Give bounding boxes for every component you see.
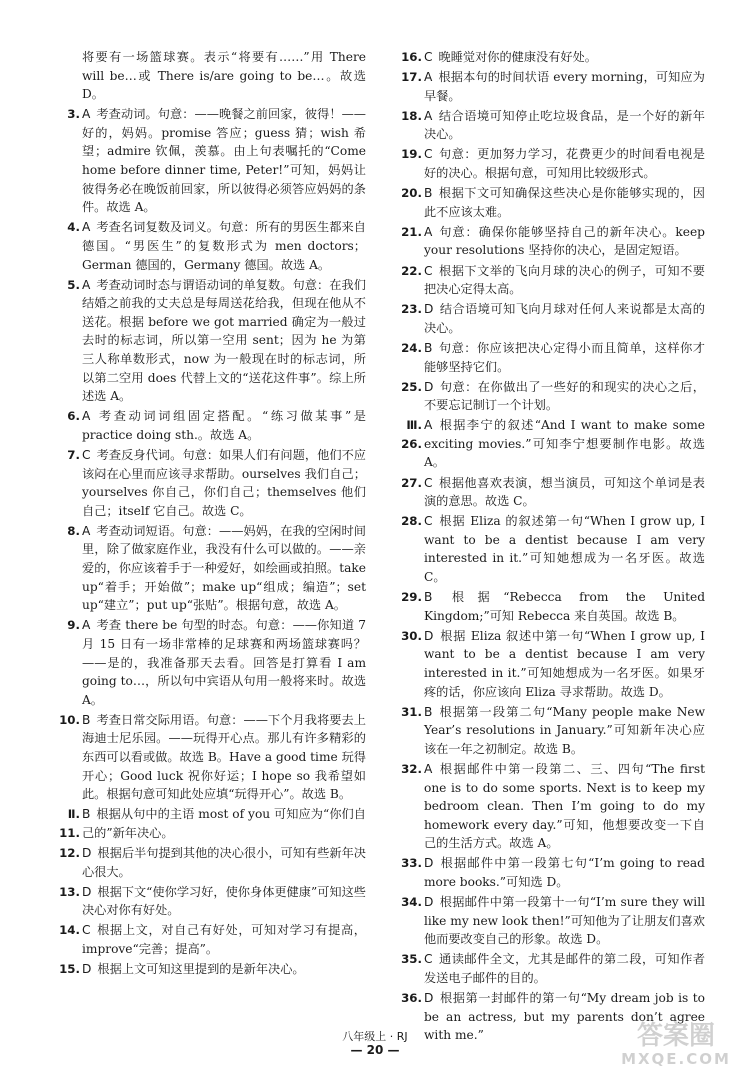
- answer-entry: [48, 921, 366, 958]
- question-number: 10.: [59, 712, 80, 727]
- answer-letter: D: [424, 991, 434, 1006]
- answer-entry: [48, 805, 366, 842]
- answer-entry: [390, 107, 705, 144]
- answer-entry: [48, 218, 366, 274]
- answer-entry: [390, 262, 705, 299]
- answer-letter: D: [424, 856, 434, 871]
- answer-entry: [48, 711, 366, 804]
- answer-entry: [390, 950, 705, 987]
- explanation-text: 句意：在你做出了一些好的和现实的决心之后，不要忘记制订一个计划。: [424, 379, 705, 413]
- answer-entry: [48, 446, 366, 520]
- question-number: 15.: [59, 962, 80, 976]
- question-number: 16.: [401, 50, 422, 64]
- answer-letter: B: [82, 807, 91, 822]
- question-number: 31.: [401, 704, 422, 719]
- question-number: 30.: [401, 628, 422, 643]
- explanation-text: 根据 Eliza 的叙述第一句“When I grow up, I want to be a dentist because I am very interested in it.”可知她想成为一名牙医。故选 C。: [424, 514, 705, 585]
- answer-letter: B: [424, 590, 433, 605]
- question-number: 23.: [401, 302, 422, 317]
- answer-entry: [390, 588, 705, 625]
- explanation-text: 根据下文可知确保这些决心是你能够实现的，因此不应该太难。: [424, 186, 705, 219]
- answer-letter: A: [424, 70, 433, 85]
- watermark-line2: MXQE.COM: [621, 1050, 731, 1068]
- answer-entry: [390, 378, 705, 415]
- answer-entry: [390, 627, 705, 701]
- answer-entry: [390, 48, 705, 67]
- answer-letter: A: [82, 277, 91, 292]
- explanation-text: 根据下文举的飞向月球的决心的例子，可知不要把决心定得太高。: [424, 263, 705, 297]
- answer-entry: [390, 703, 705, 759]
- answer-letter: D: [424, 628, 434, 643]
- watermark-logo: [606, 1014, 746, 1070]
- explanation-text: 根据本句的时间状语 every morning，可知应为早餐。: [424, 70, 705, 103]
- question-number: 4.: [67, 220, 80, 235]
- explanation-text: 根据上文，对自己有好处，可知对学习有提高，improve“完善；提高”。: [82, 923, 366, 956]
- explanation-text: 将要有一场篮球赛。表示“将要有……”用 There will be…或 There is/are going to be…。故选 D。: [82, 50, 366, 102]
- explanation-text: 根据邮件中第一段第七句“I’m going to read more books.”可知选 D。: [424, 856, 705, 890]
- answer-entry: [390, 474, 705, 511]
- answer-entry: [48, 276, 366, 406]
- answer-letter: A: [82, 107, 91, 122]
- explanation-text: 根据上文可知这里提到的是新年决心。: [97, 962, 305, 976]
- question-number: 35.: [401, 952, 422, 967]
- question-number: 12.: [59, 845, 80, 860]
- question-number: 28.: [401, 514, 422, 529]
- answer-entry: [48, 960, 366, 979]
- question-number: Ⅱ. 11.: [59, 807, 80, 840]
- explanation-text: 根据第一封邮件的第一句“My dream job is to be an actress, but my parents don’t agree with me.”: [424, 991, 705, 1043]
- question-number: 8.: [67, 523, 80, 538]
- answer-entry: [390, 145, 705, 182]
- answer-entry: [48, 522, 366, 615]
- answer-letter: D: [424, 895, 434, 910]
- answer-letter: C: [424, 475, 433, 490]
- question-number: 3.: [67, 107, 80, 122]
- page-number: — 20 —: [350, 1043, 400, 1057]
- answer-letter: A: [82, 523, 91, 538]
- question-number: 27.: [401, 475, 422, 490]
- watermark-line1: 答案圈: [636, 1021, 716, 1051]
- explanation-text: 根据从句中的主语 most of you 可知应为“你们自己的”新年决心。: [82, 807, 366, 840]
- question-number: 29.: [401, 590, 422, 605]
- explanation-text: 考查动词词组固定搭配。“练习做某事”是 practice doing sth.。故选 A。: [82, 409, 366, 442]
- question-number: 33.: [401, 856, 422, 871]
- answer-letter: C: [424, 263, 433, 278]
- question-number: 13.: [59, 884, 80, 899]
- answer-letter: A: [82, 618, 91, 633]
- answer-entry: [390, 416, 705, 472]
- footer-grade-label: 八年级上 · RJ: [342, 1030, 408, 1043]
- right-column: [390, 48, 705, 1046]
- answer-entry: [48, 48, 366, 104]
- explanation-text: 晚睡觉对你的健康没有好处。: [438, 50, 597, 64]
- explanation-text: 考查 there be 句型的时态。句意：——你知道 7 月 15 日有一场非常棒的足球赛和两场篮球赛吗？——是的，我准备那天去看。回答是打算看 I am going to…，所以句中宾语从句用一般将来时。故选 A。: [82, 618, 366, 707]
- answer-letter: A: [82, 409, 91, 424]
- answer-entry: [390, 68, 705, 105]
- answer-letter: C: [82, 447, 91, 462]
- explanation-text: 根据李宁的叙述“And I want to make some exciting movies.”可知李宁想要制作电影。故选 A。: [424, 418, 705, 470]
- explanation-text: 根据第一段第二句“Many people make New Year’s resolutions in January.”可知新年决心应该在一年之初制定。故选 B。: [424, 704, 705, 756]
- question-number: 7.: [67, 447, 80, 462]
- answer-letter: C: [82, 923, 91, 938]
- explanation-text: 结合语境可知飞向月球对任何人来说都是太高的决心。: [424, 302, 705, 335]
- question-number: 24.: [401, 340, 422, 355]
- answer-entry: [390, 512, 705, 586]
- answer-letter: D: [424, 302, 434, 317]
- answer-entry: [390, 300, 705, 337]
- answer-letter: C: [424, 514, 433, 529]
- answer-letter: C: [424, 952, 433, 967]
- answer-letter: D: [82, 962, 92, 976]
- answer-entry: [48, 883, 366, 920]
- answer-letter: D: [82, 884, 92, 899]
- answer-letter: D: [424, 379, 434, 394]
- explanation-text: 结合语境可知停止吃垃圾食品，是一个好的新年决心。: [424, 108, 705, 142]
- answer-entry: [48, 407, 366, 444]
- question-number: 36.: [401, 991, 422, 1006]
- question-number: 18.: [401, 108, 422, 123]
- answer-letter: D: [82, 845, 92, 860]
- question-number: 17.: [401, 70, 422, 85]
- explanation-text: 考查动词时态与谓语动词的单复数。句意：在我们结婚之前我的丈夫总是每周送花给我，但现在他从不送花。根据 before we got married 确定为一般过去时的标志词，所以第一空用 sent；因为 he 为第三人称单数形式，now 为一般现在时的标志词，所以第二空用 does 代替上文的“送花这件事”。综上所述选 A。: [82, 277, 366, 404]
- explanation-text: 考查动词。句意：——晚餐之前回家，彼得！——好的，妈妈。promise 答应；guess 猜；wish 希望；admire 钦佩，羡慕。由上句表嘱托的“Come home before dinner time, Peter!”可知，妈妈让彼得务必在晚饭前回家，所以彼得必须答应妈妈的条件。故选 A。: [82, 107, 366, 215]
- explanation-text: 根据邮件中第一段第十一句“I’m sure they will like my new look then!”可知他为了让朋友们喜欢他而要改变自己的形象。故选 D。: [424, 895, 705, 947]
- answer-entry: [390, 760, 705, 853]
- answer-letter: B: [82, 712, 91, 727]
- explanation-text: 根据邮件中第一段第二、三、四句“The first one is to do some sports. Next is to keep my bedroom clean. Then I’m going to do my homework every day.”可知，他想要改变一下自己的生活方式。故选 A。: [424, 761, 705, 851]
- answer-letter: A: [424, 761, 433, 776]
- answer-letter: A: [424, 108, 433, 123]
- question-number: 19.: [401, 147, 422, 162]
- answer-letter: A: [424, 418, 433, 433]
- question-number: 20.: [401, 186, 422, 201]
- answer-letter: A: [82, 220, 91, 235]
- answer-letter: C: [424, 50, 433, 64]
- question-number: 32.: [401, 761, 422, 776]
- answer-entry: [390, 184, 705, 221]
- explanation-text: 考查反身代词。句意：如果人们有问题，他们不应该闷在心里而应该寻求帮助。ourselves 我们自己；yourselves 你自己，你们自己；themselves 他们自己；itself 它自己。故选 C。: [82, 447, 366, 518]
- explanation-text: 考查名词复数及词义。句意：所有的男医生都来自德国。“男医生”的复数形式为 men doctors；German 德国的，Germany 德国。故选 A。: [82, 220, 366, 272]
- answer-entry: [48, 844, 366, 881]
- explanation-text: 句意：确保你能够坚持自己的新年决心。keep your resolutions 坚持你的决心，是固定短语。: [424, 224, 705, 258]
- answer-entry: [390, 893, 705, 949]
- answer-entry: [390, 223, 705, 260]
- question-number: 34.: [401, 895, 422, 910]
- left-column: [48, 48, 366, 980]
- explanation-text: 根据下文“使你学习好，使你身体更健康”可知这些决心对你有好处。: [82, 884, 366, 918]
- question-number: 6.: [67, 409, 80, 424]
- explanation-text: 句意：你应该把决心定得小而且简单，这样你才能够坚持它们。: [424, 340, 705, 374]
- question-number: 5.: [67, 277, 80, 292]
- explanation-text: 根据后半句提到其他的决心很小，可知有些新年决心很大。: [82, 845, 366, 879]
- question-number: Ⅲ. 26.: [401, 418, 422, 451]
- answer-letter: B: [424, 340, 433, 355]
- explanation-text: 句意：更加努力学习，花费更少的时间看电视是好的决心。根据句意，可知用比较级形式。: [424, 147, 705, 181]
- explanation-text: 考查日常交际用语。句意：——下个月我将要去上海迪士尼乐园。——玩得开心点。那儿有许多精彩的东西可以看或做。故选 B。Have a good time 玩得开心；Good luck 祝你好运；I hope so 我希望如此。根据句意可知此处应填“玩得开心”。故选 B。: [82, 712, 366, 802]
- answer-entry: [390, 854, 705, 891]
- question-number: 9.: [67, 618, 80, 633]
- question-number: 25.: [401, 379, 422, 394]
- explanation-text: 根据他喜欢表演，想当演员，可知这个单词是表演的意思。故选 C。: [424, 475, 705, 509]
- answer-letter: B: [424, 704, 433, 719]
- explanation-text: 通读邮件全文，尤其是邮件的第二段，可知作者发送电子邮件的目的。: [424, 952, 705, 985]
- question-number: 22.: [401, 263, 422, 278]
- answer-letter: C: [424, 147, 433, 162]
- answer-entry: [48, 105, 366, 217]
- explanation-text: 根据“Rebecca from the United Kingdom;”可知 Rebecca 来自英国。故选 B。: [424, 590, 705, 623]
- answer-entry: [390, 339, 705, 376]
- question-number: 14.: [59, 923, 80, 938]
- explanation-text: 考查动词短语。句意：——妈妈，在我的空闲时间里，除了做家庭作业，我没有什么可以做的。——亲爱的，你应该着手于一种爱好，如绘画或拍照。take up“着手；开始做”；make up“组成；编造”；set up“建立”；put up“张贴”。根据句意，故选 A。: [82, 523, 366, 613]
- answer-entry: [48, 616, 366, 709]
- explanation-text: 根据 Eliza 叙述中第一句“When I grow up, I want to be a dentist because I am very interested in it.”可知她想成为一名牙医。如果牙疼的话，你应该向 Eliza 寻求帮助。故选 D。: [424, 628, 705, 699]
- question-number: 21.: [401, 224, 422, 239]
- answer-letter: A: [424, 224, 433, 239]
- answer-letter: B: [424, 186, 433, 201]
